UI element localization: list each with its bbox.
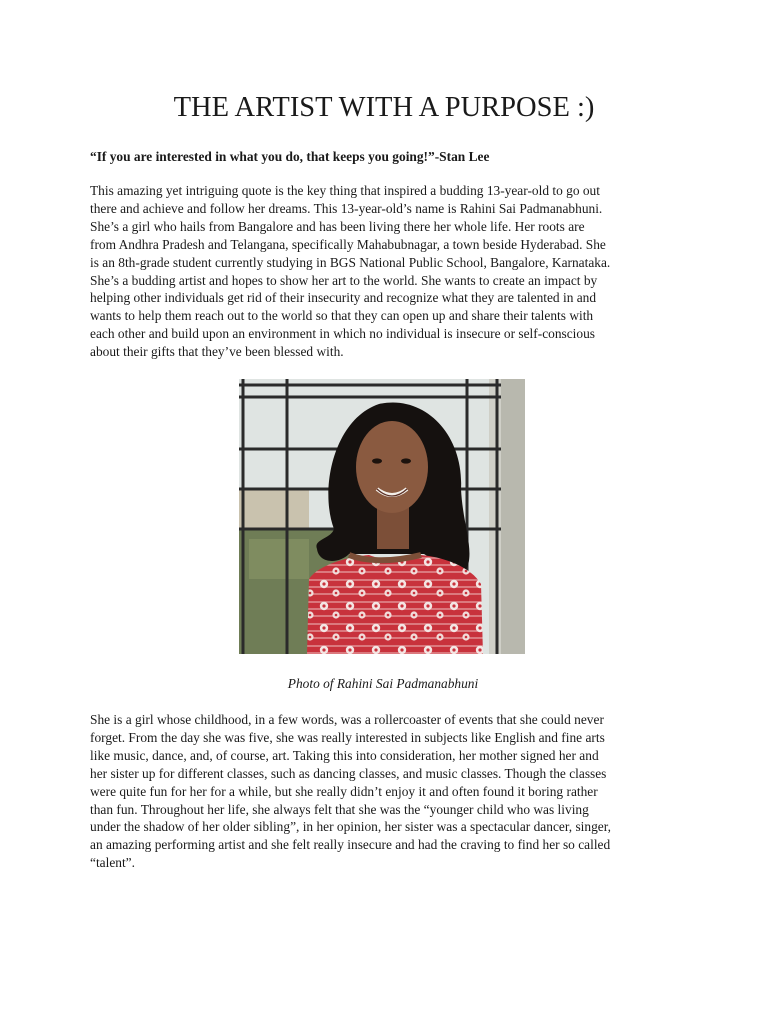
paragraph-line: is an 8th-grade student currently studying in BGS National Public School, Bangalore, Karnataka. <box>90 254 611 270</box>
paragraph-line: an amazing performing artist and she felt really insecure and had the craving to find her so called <box>90 837 611 853</box>
paragraph-childhood <box>90 711 690 872</box>
portrait-photo <box>239 379 525 654</box>
paragraph-intro <box>90 182 690 361</box>
paragraph-line: her sister up for different classes, such as dancing classes, and music classes. Though the classes <box>90 765 607 781</box>
paragraph-line: each other and build upon an environment in which no individual is insecure or self-conscious <box>90 326 595 342</box>
paragraph-line: were quite fun for her for a while, but she really didn’t enjoy it and often found it boring rather <box>90 783 598 799</box>
paragraph-line: wants to help them reach out to the world so that they can open up and share their talents with <box>90 308 594 324</box>
paragraph-line: like music, dance, and, of course, art. Taking this into consideration, her mother signed her and <box>90 747 599 763</box>
opening-quote: “If you are interested in what you do, that keeps you going!”-Stan Lee <box>90 149 490 164</box>
paragraph-line: helping other individuals get rid of their insecurity and recognize what they are talented in and <box>90 290 597 306</box>
paragraph-line: about their gifts that they’ve been blessed with. <box>90 344 344 360</box>
paragraph-line: “talent”. <box>90 855 135 871</box>
paragraph-line: This amazing yet intriguing quote is the key thing that inspired a budding 13-year-old to go out <box>90 183 600 198</box>
paragraph-line: She’s a girl who hails from Bangalore and has been living there her whole life. Her roots are <box>90 218 585 234</box>
photo-caption: Photo of Rahini Sai Padmanabhuni <box>287 676 479 691</box>
paragraph-line: She’s a budding artist and hopes to show her art to the world. She wants to create an impact by <box>90 272 598 288</box>
paragraph-line: there and achieve and follow her dreams. This 13-year-old’s name is Rahini Sai Padmanabhuni. <box>90 200 603 216</box>
paragraph-line: than fun. Throughout her life, she always felt that she was the “younger child who was living <box>90 801 589 817</box>
paragraph-line: under the shadow of her older sibling”, in her opinion, her sister was a spectacular dancer, singer, <box>90 819 611 835</box>
paragraph-line: from Andhra Pradesh and Telangana, specifically Mahabubnagar, a town beside Hyderabad. She <box>90 236 606 252</box>
paragraph-line: forget. From the day she was five, she was really interested in subjects like English and fine arts <box>90 729 605 745</box>
document-title: THE ARTIST WITH A PURPOSE :) <box>173 92 595 123</box>
paragraph-line: She is a girl whose childhood, in a few words, was a rollercoaster of events that she could never <box>90 712 604 727</box>
